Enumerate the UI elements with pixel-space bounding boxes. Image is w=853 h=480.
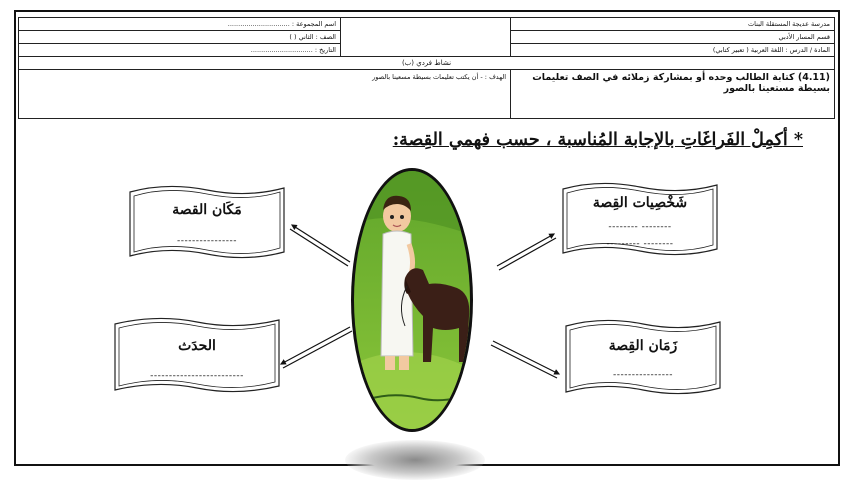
time-box[interactable] bbox=[563, 318, 723, 386]
page-shadow bbox=[345, 440, 485, 480]
instruction-title: * أكمِلْ الفَراغَاتِ بالإجابة المُناسبة ، حسب فهمي القِصة: bbox=[392, 130, 803, 150]
group-name-cell[interactable] bbox=[19, 18, 341, 31]
department-name: قسم المسار الأدبي bbox=[511, 31, 835, 44]
time-label: زَمَان القِصة bbox=[608, 338, 678, 354]
event-line[interactable]: ------------------------- bbox=[150, 371, 244, 381]
date-dots: .............................. bbox=[250, 45, 313, 54]
event-box-frame bbox=[112, 316, 282, 400]
grade-field[interactable]: الصف : الثاني ( ) bbox=[19, 31, 341, 44]
group-name-label: اسم المجموعة : bbox=[291, 19, 336, 28]
event-label: الحدَث bbox=[178, 338, 216, 354]
place-line[interactable]: ---------------- bbox=[177, 236, 237, 246]
event-box[interactable] bbox=[112, 316, 272, 384]
group-name-dots: .............................. bbox=[227, 19, 290, 28]
date-cell[interactable] bbox=[19, 44, 341, 57]
header-center-cell bbox=[341, 18, 511, 57]
characters-line-2[interactable]: --------- -------- bbox=[606, 239, 674, 249]
place-box[interactable] bbox=[127, 184, 287, 252]
story-picture bbox=[349, 166, 475, 434]
characters-box[interactable] bbox=[560, 179, 720, 247]
school-name: مدرسة عديجة المستقلة البنات bbox=[511, 18, 835, 31]
standard-text: (4.11) كتابة الطالب وحده أو بمشاركة زملائه في الصف تعليمات بسيطة مستعينا بالصور bbox=[511, 70, 835, 119]
date-label: التاريخ : bbox=[314, 45, 336, 54]
subject-lesson: المادة / الدرس : اللغة العربية ( تعبير كتابي) bbox=[511, 44, 835, 57]
time-line: ---------------- bbox=[613, 370, 673, 380]
activity-title: نشاط فردي (ب) bbox=[19, 57, 835, 70]
objective-text: الهدف : - أن يكتب تعليمات بسيطة مسعينا بالصور bbox=[19, 70, 511, 119]
place-label: مَكَان القصة bbox=[172, 202, 242, 218]
place-box-frame bbox=[127, 184, 287, 266]
characters-line-1[interactable]: -------- -------- bbox=[608, 222, 672, 232]
header-table bbox=[18, 17, 835, 119]
characters-label: شَخْصِيات القِصة bbox=[592, 195, 688, 211]
time-box-frame bbox=[563, 318, 723, 402]
